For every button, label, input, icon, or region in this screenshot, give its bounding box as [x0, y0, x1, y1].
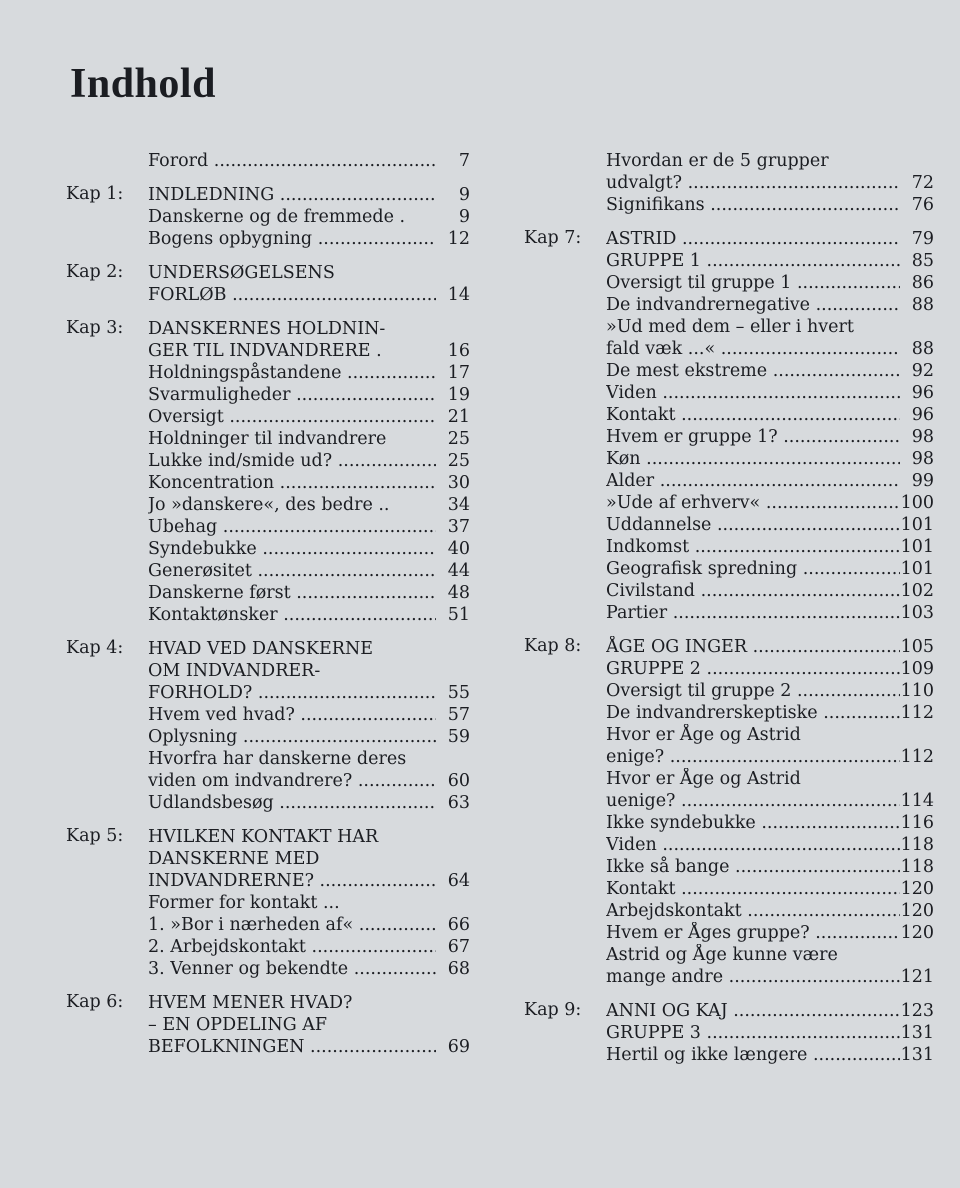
toc-chapter: [66, 318, 470, 626]
entry-page-number: 98: [911, 427, 934, 447]
entry-page-number: 92: [911, 361, 934, 381]
toc-entry[interactable]: [148, 184, 470, 206]
entry-title: Former for kontakt ...: [148, 893, 340, 913]
entry-page-number: 123: [900, 1001, 934, 1021]
entry-title: Oversigt til gruppe 1 .....: [606, 272, 900, 294]
chapter-entries: [606, 636, 934, 988]
entry-title: Oplysning .....: [148, 726, 436, 748]
entry-page-number: 120: [900, 901, 934, 921]
entry-title: Hvem er Åges gruppe? .....: [606, 922, 900, 944]
entry-title: De indvandrernegative .....: [606, 294, 900, 316]
toc-entry[interactable]: [148, 384, 470, 406]
toc-entry[interactable]: [606, 426, 934, 448]
toc-entry[interactable]: [148, 340, 470, 362]
entry-page-number: 88: [911, 295, 934, 315]
toc-entry[interactable]: [148, 516, 470, 538]
toc-entry[interactable]: [148, 362, 470, 384]
entry-title: – EN OPDELING AF: [148, 1015, 328, 1035]
entry-title: Danskerne først .....: [148, 582, 436, 604]
chapter-entries: [148, 992, 470, 1058]
toc-entry[interactable]: [606, 768, 934, 790]
entry-title: Partier .....: [606, 602, 900, 624]
toc-entry[interactable]: [606, 536, 934, 558]
entry-title: DANSKERNES HOLDNIN-: [148, 319, 386, 339]
page-title: Indhold: [70, 61, 216, 107]
entry-page-number: 9: [458, 207, 470, 227]
entry-page-number: 96: [911, 405, 934, 425]
toc-entry[interactable]: [148, 1014, 470, 1036]
toc-entry[interactable]: [606, 150, 934, 172]
toc-entry[interactable]: [148, 228, 470, 250]
entry-page-number: 101: [900, 537, 934, 557]
toc-entry[interactable]: [148, 848, 470, 870]
toc-entry[interactable]: [606, 172, 934, 194]
toc-entry[interactable]: [148, 660, 470, 682]
toc-entry[interactable]: [606, 448, 934, 470]
entry-page-number: 101: [900, 559, 934, 579]
entry-page-number: 118: [900, 835, 934, 855]
entry-title: GER TIL INDVANDRERE .: [148, 341, 382, 361]
entry-page-number: 34: [447, 495, 470, 515]
chapter-number: Kap 3:: [66, 318, 124, 338]
entry-title: Hertil og ikke længere .....: [606, 1044, 900, 1066]
entry-title: Ikke så bange .....: [606, 856, 900, 878]
entry-title: Uddannelse .....: [606, 514, 900, 536]
chapter-entries: [148, 318, 470, 626]
chapter-number: Kap 1:: [66, 184, 124, 204]
chapter-entries: [148, 638, 470, 814]
chapter-entries: [606, 1000, 934, 1066]
entry-page-number: 120: [900, 879, 934, 899]
entry-title: FORHOLD? .....: [148, 682, 436, 704]
entry-page-number: 96: [911, 383, 934, 403]
entry-title: Hvor er Åge og Astrid: [606, 769, 801, 789]
entry-page-number: 7: [458, 151, 470, 171]
toc-chapter: [524, 228, 934, 624]
toc-entry[interactable]: [148, 582, 470, 604]
toc-entry[interactable]: [148, 892, 470, 914]
entry-title: mange andre .....: [606, 966, 900, 988]
entry-title: Svarmuligheder .....: [148, 384, 436, 406]
toc-entry[interactable]: [606, 724, 934, 746]
entry-title: Køn .....: [606, 448, 900, 470]
toc-entry[interactable]: [606, 966, 934, 988]
toc-entry[interactable]: [148, 936, 470, 958]
entry-page-number: 85: [911, 251, 934, 271]
entry-title: Forord .....: [148, 150, 436, 172]
entry-title: Udlandsbesøg .....: [148, 792, 436, 814]
entry-title: viden om indvandrere? .....: [148, 770, 436, 792]
entry-page-number: 63: [447, 793, 470, 813]
toc-chapter: [524, 1000, 934, 1066]
toc-entry[interactable]: [606, 944, 934, 966]
chapter-entries: [148, 184, 470, 250]
entry-title: Hvordan er de 5 grupper: [606, 151, 829, 171]
toc-chapter: [66, 992, 470, 1058]
entry-page-number: 100: [900, 493, 934, 513]
entry-title: HVAD VED DANSKERNE: [148, 639, 374, 659]
toc-entry[interactable]: [148, 428, 470, 450]
entry-page-number: 14: [447, 285, 470, 305]
chapter-number: Kap 5:: [66, 826, 124, 846]
entry-title: De mest ekstreme .....: [606, 360, 900, 382]
entry-page-number: 19: [447, 385, 470, 405]
entry-page-number: 110: [900, 681, 934, 701]
entry-title: BEFOLKNINGEN .....: [148, 1036, 436, 1058]
entry-title: Danskerne og de fremmede .: [148, 207, 406, 227]
entry-title: Astrid og Åge kunne være: [606, 945, 838, 965]
entry-title: Syndebukke .....: [148, 538, 436, 560]
entry-title: ASTRID .....: [606, 228, 900, 250]
toc-chapter: [66, 150, 470, 172]
entry-title: Hvem er gruppe 1? .....: [606, 426, 900, 448]
entry-title: Koncentration .....: [148, 472, 436, 494]
entry-title: INDVANDRERNE? .....: [148, 870, 436, 892]
chapter-entries: [606, 150, 934, 216]
entry-page-number: 120: [900, 923, 934, 943]
entry-page-number: 66: [447, 915, 470, 935]
toc-entry[interactable]: [606, 338, 934, 360]
entry-title: uenige? .....: [606, 790, 900, 812]
toc-entry[interactable]: [148, 914, 470, 936]
toc-entry[interactable]: [606, 558, 934, 580]
entry-page-number: 64: [447, 871, 470, 891]
entry-title: INDLEDNING .....: [148, 184, 436, 206]
entry-page-number: 76: [911, 195, 934, 215]
entry-page-number: 25: [447, 451, 470, 471]
toc-entry[interactable]: [606, 636, 934, 658]
entry-title: Viden .....: [606, 834, 900, 856]
toc-entry[interactable]: [148, 726, 470, 748]
toc-chapter: [524, 150, 934, 216]
entry-page-number: 116: [900, 813, 934, 833]
entry-page-number: 105: [900, 637, 934, 657]
entry-title: GRUPPE 1 .....: [606, 250, 900, 272]
entry-title: Ubehag .....: [148, 516, 436, 538]
toc-entry[interactable]: [606, 294, 934, 316]
chapter-number: Kap 9:: [524, 1000, 582, 1020]
entry-title: 1. »Bor i nærheden af« .....: [148, 914, 436, 936]
chapter-entries: [148, 262, 470, 306]
toc-entry[interactable]: [606, 514, 934, 536]
entry-title: HVILKEN KONTAKT HAR: [148, 827, 379, 847]
toc-entry[interactable]: [148, 992, 470, 1014]
entry-page-number: 131: [900, 1045, 934, 1065]
toc-entry[interactable]: [148, 560, 470, 582]
toc-entry[interactable]: [148, 682, 470, 704]
entry-title: Ikke syndebukke .....: [606, 812, 900, 834]
entry-title: Kontakt .....: [606, 878, 900, 900]
entry-page-number: 103: [900, 603, 934, 623]
entry-page-number: 98: [911, 449, 934, 469]
toc-entry[interactable]: [606, 1000, 934, 1022]
entry-page-number: 72: [911, 173, 934, 193]
entry-title: Holdningspåstandene .....: [148, 362, 436, 384]
entry-page-number: 68: [447, 959, 470, 979]
entry-title: DANSKERNE MED: [148, 849, 320, 869]
toc-entry[interactable]: [606, 404, 934, 426]
toc-entry[interactable]: [148, 638, 470, 660]
entry-page-number: 67: [447, 937, 470, 957]
toc-chapter: [66, 826, 470, 980]
toc-left-column: [66, 150, 470, 1058]
entry-title: Oversigt .....: [148, 406, 436, 428]
entry-page-number: 60: [447, 771, 470, 791]
chapter-entries: [606, 228, 934, 624]
entry-page-number: 48: [447, 583, 470, 603]
entry-title: Alder .....: [606, 470, 900, 492]
toc-entry[interactable]: [606, 492, 934, 514]
toc-entry[interactable]: [606, 900, 934, 922]
toc-entry[interactable]: [148, 406, 470, 428]
toc-chapter: [66, 262, 470, 306]
chapter-number: Kap 6:: [66, 992, 124, 1012]
toc-entry[interactable]: [148, 1036, 470, 1058]
entry-title: Holdninger til indvandrere: [148, 429, 387, 449]
chapter-number: [524, 150, 606, 216]
toc-entry[interactable]: [606, 658, 934, 680]
chapter-number: Kap 7:: [524, 228, 582, 248]
toc-chapter: [524, 636, 934, 988]
toc-entry[interactable]: [148, 450, 470, 472]
entry-page-number: 55: [447, 683, 470, 703]
toc-entry[interactable]: [606, 602, 934, 624]
toc-chapter: [66, 638, 470, 814]
entry-title: De indvandrerskeptiske .....: [606, 702, 900, 724]
chapter-entries: [148, 826, 470, 980]
entry-title: HVEM MENER HVAD?: [148, 993, 353, 1013]
entry-page-number: 59: [447, 727, 470, 747]
entry-title: Hvorfra har danskerne deres: [148, 749, 407, 769]
toc-entry[interactable]: [606, 360, 934, 382]
entry-page-number: 109: [900, 659, 934, 679]
entry-page-number: 69: [447, 1037, 470, 1057]
entry-page-number: 16: [447, 341, 470, 361]
entry-title: Civilstand .....: [606, 580, 900, 602]
entry-page-number: 101: [900, 515, 934, 535]
toc-entry[interactable]: [606, 790, 934, 812]
toc-entry[interactable]: [148, 472, 470, 494]
entry-page-number: 131: [900, 1023, 934, 1043]
toc-entry[interactable]: [606, 856, 934, 878]
entry-page-number: 114: [900, 791, 934, 811]
entry-title: ANNI OG KAJ .....: [606, 1000, 900, 1022]
chapter-number: Kap 2:: [66, 262, 124, 282]
entry-title: Generøsitet .....: [148, 560, 436, 582]
toc-entry[interactable]: [606, 580, 934, 602]
entry-title: Arbejdskontakt .....: [606, 900, 900, 922]
entry-page-number: 118: [900, 857, 934, 877]
toc-entry[interactable]: [606, 382, 934, 404]
entry-page-number: 30: [447, 473, 470, 493]
toc-entry[interactable]: [606, 834, 934, 856]
toc-entry[interactable]: [148, 770, 470, 792]
toc-entry[interactable]: [606, 194, 934, 216]
toc-chapter: [66, 184, 470, 250]
toc-entry[interactable]: [148, 958, 470, 980]
chapter-entries: [148, 150, 470, 172]
toc-entry[interactable]: [606, 1044, 934, 1066]
toc-entry[interactable]: [606, 250, 934, 272]
toc-right-column: [524, 150, 934, 1066]
toc-entry[interactable]: [606, 746, 934, 768]
entry-title: Bogens opbygning .....: [148, 228, 436, 250]
entry-title: Oversigt til gruppe 2 .....: [606, 680, 900, 702]
toc-entry[interactable]: [606, 878, 934, 900]
entry-title: FORLØB .....: [148, 284, 436, 306]
toc-entry[interactable]: [606, 470, 934, 492]
toc-entry[interactable]: [148, 318, 470, 340]
entry-title: Jo »danskere«, des bedre ..: [148, 495, 390, 515]
entry-title: enige? .....: [606, 746, 900, 768]
toc-entry[interactable]: [606, 812, 934, 834]
toc-entry[interactable]: [148, 262, 470, 284]
toc-entry[interactable]: [148, 150, 470, 172]
entry-page-number: 112: [900, 703, 934, 723]
entry-title: Hvem ved hvad? .....: [148, 704, 436, 726]
entry-title: GRUPPE 3 .....: [606, 1022, 900, 1044]
entry-title: Signifikans .....: [606, 194, 900, 216]
entry-title: OM INDVANDRER-: [148, 661, 321, 681]
toc-entry[interactable]: [606, 272, 934, 294]
toc-entry[interactable]: [148, 284, 470, 306]
toc-entry[interactable]: [606, 680, 934, 702]
entry-title: Viden .....: [606, 382, 900, 404]
toc-entry[interactable]: [148, 792, 470, 814]
entry-page-number: 51: [447, 605, 470, 625]
entry-title: udvalgt? .....: [606, 172, 900, 194]
entry-page-number: 102: [900, 581, 934, 601]
entry-title: Geografisk spredning .....: [606, 558, 900, 580]
entry-page-number: 112: [900, 747, 934, 767]
entry-title: UNDERSØGELSENS: [148, 263, 335, 283]
entry-page-number: 21: [447, 407, 470, 427]
toc-entry[interactable]: [148, 206, 470, 228]
entry-title: Hvor er Åge og Astrid: [606, 725, 801, 745]
entry-page-number: 88: [911, 339, 934, 359]
chapter-number: [66, 150, 148, 172]
toc-entry[interactable]: [606, 922, 934, 944]
entry-page-number: 44: [447, 561, 470, 581]
toc-entry[interactable]: [606, 316, 934, 338]
entry-title: 2. Arbejdskontakt .....: [148, 936, 436, 958]
entry-title: Kontaktønsker .....: [148, 604, 436, 626]
toc-entry[interactable]: [606, 228, 934, 250]
entry-page-number: 12: [447, 229, 470, 249]
entry-page-number: 9: [458, 185, 470, 205]
entry-title: Indkomst .....: [606, 536, 900, 558]
toc-entry[interactable]: [148, 538, 470, 560]
toc-entry[interactable]: [148, 494, 470, 516]
entry-page-number: 121: [900, 967, 934, 987]
toc-entry[interactable]: [148, 704, 470, 726]
toc-entry[interactable]: [148, 748, 470, 770]
chapter-number: Kap 8:: [524, 636, 582, 656]
entry-title: 3. Venner og bekendte .....: [148, 958, 436, 980]
toc-entry[interactable]: [148, 870, 470, 892]
entry-page-number: 57: [447, 705, 470, 725]
toc-entry[interactable]: [606, 1022, 934, 1044]
entry-title: »Ude af erhverv« .....: [606, 492, 900, 514]
chapter-number: Kap 4:: [66, 638, 124, 658]
toc-entry[interactable]: [606, 702, 934, 724]
toc-entry[interactable]: [148, 826, 470, 848]
entry-title: Lukke ind/smide ud? .....: [148, 450, 436, 472]
toc-entry[interactable]: [148, 604, 470, 626]
entry-page-number: 40: [447, 539, 470, 559]
entry-page-number: 79: [911, 229, 934, 249]
entry-page-number: 37: [447, 517, 470, 537]
entry-title: GRUPPE 2 .....: [606, 658, 900, 680]
entry-page-number: 17: [447, 363, 470, 383]
entry-title: Kontakt .....: [606, 404, 900, 426]
entry-page-number: 99: [911, 471, 934, 491]
entry-page-number: 25: [447, 429, 470, 449]
entry-title: ÅGE OG INGER .....: [606, 636, 900, 658]
entry-title: »Ud med dem – eller i hvert: [606, 317, 854, 337]
entry-page-number: 86: [911, 273, 934, 293]
entry-title: fald væk ...« .....: [606, 338, 900, 360]
